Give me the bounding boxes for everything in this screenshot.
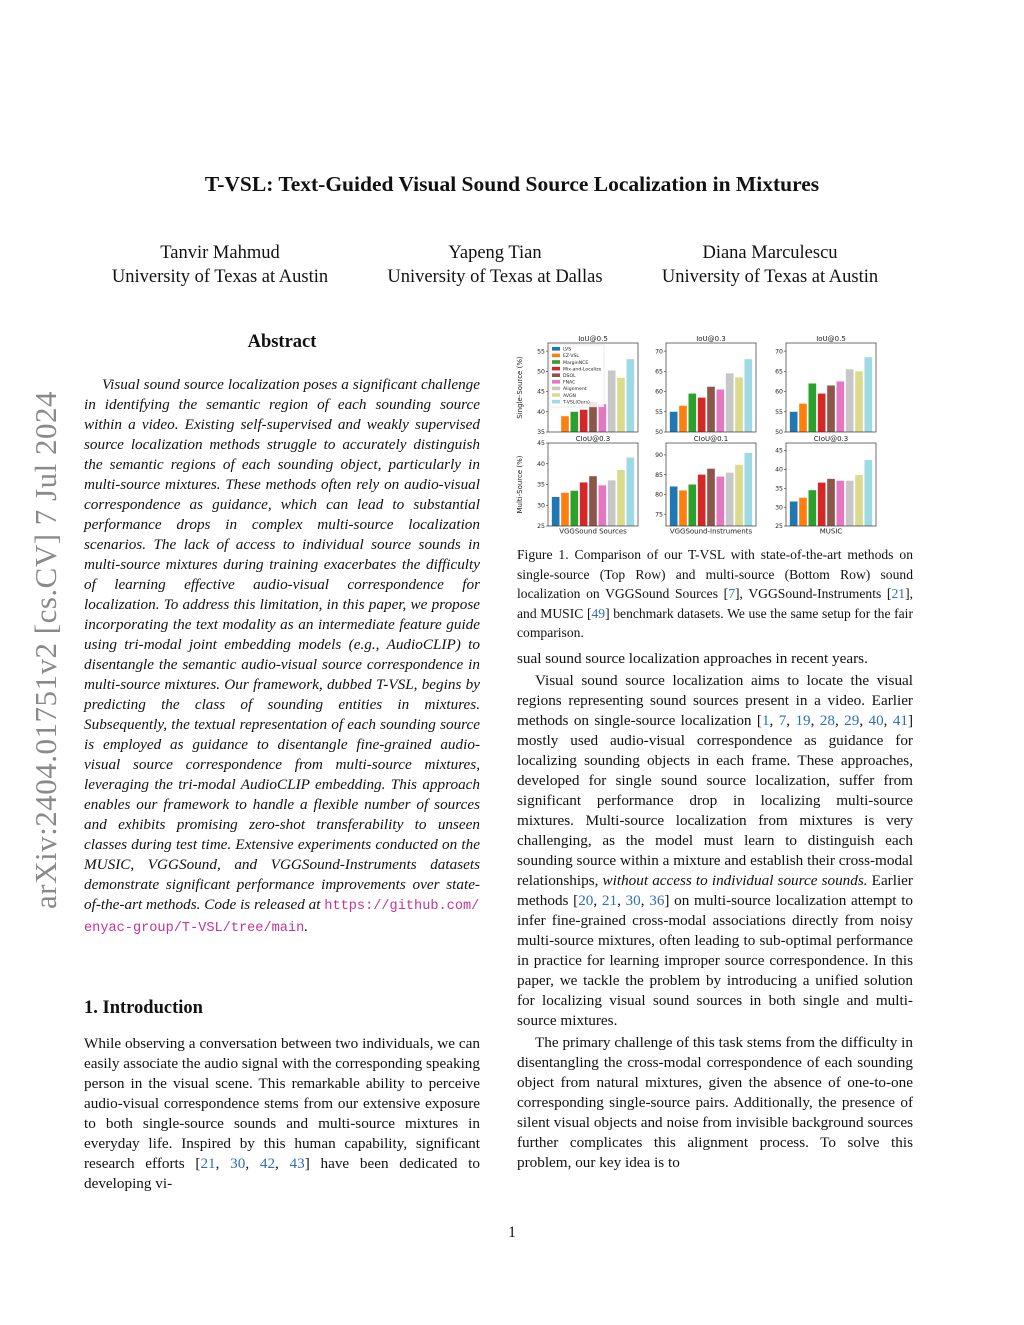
code-link-cont[interactable]: enyac-group/T-VSL/tree/main: [84, 921, 305, 936]
bar-t-vsl-ours-: [627, 359, 635, 432]
y-tick-label: 40: [537, 408, 545, 416]
legend-entry: DSOL: [563, 374, 576, 379]
citation-link[interactable]: 21: [200, 1155, 216, 1172]
citation-link[interactable]: 21: [601, 892, 618, 909]
bar-fnac: [837, 481, 845, 526]
y-tick-label: 35: [775, 485, 783, 493]
legend-swatch: [552, 393, 560, 397]
bar-ez-vsl: [679, 490, 687, 526]
bar-lvs: [552, 497, 560, 526]
legend-entry: T-VSL(Ours): [563, 400, 590, 406]
legend-entry: EZ-VSL: [563, 354, 579, 360]
author-affiliation: University of Texas at Austin: [661, 267, 879, 287]
panel-title: IoU@0.5: [578, 335, 608, 343]
bar-marginnce: [809, 383, 817, 432]
arxiv-id: arXiv:2404.01751v2 [cs.CV] 7 Jul 2024: [28, 391, 63, 909]
bar-alignment: [846, 481, 854, 526]
y-tick-label: 50: [775, 429, 783, 437]
abstract-text: Visual sound source localization poses a significant challenge in identifying the semantic region of each sounding source within a video. Existing self-supervised and weakly supervised source localization methods struggle to accurately distinguish the semantic regions of each sounding object, particularly in multi-source mixtures. These methods often rely on audio-visual correspondence as guidance, which can lead to substantial performance drops in complex multi-source localization scenarios. The lack of access to individual source sounds in multi-source mixtures during training exacerbates the difficulty of learning effective audio-visual correspondence for localization. To address this limitation, in this paper, we propose incorporating the text modality as an intermediate feature guide using tri-modal joint embedding models (e.g., AudioCLIP) to disentangle the semantic audio-visual source correspondence in multi-source mixtures. Our framework, dubbed T-VSL, begins by predicting the class of sounding entities in mixtures. Subsequently, the textual representation of each sounding source is employed as guidance to disentangle fine-grained audio-visual source correspondence from multi-source mixtures, leveraging the tri-modal AudioCLIP embedding. This approach enables our framework to handle a flexible number of sources and exhibits promising zero-shot transferability to unseen classes during test time. Extensive experiments conducted on the MUSIC, VGGSound, and VGGSound-Instruments datasets demonstrate significant performance improvements over state-of-the-art methods. Code is released at: [84, 376, 480, 913]
bar-t-vsl-ours-: [627, 458, 635, 526]
bar-dsol: [827, 479, 835, 526]
citation-link[interactable]: 30: [625, 892, 641, 909]
bar-fnac: [599, 404, 607, 432]
bar-marginnce: [571, 412, 579, 432]
figure-1-chart: [514, 334, 912, 534]
abstract-body: Visual sound source localization poses a significant challenge in identifying the semantic region of each sounding source within a video. Existing self-supervised and weakly supervised source localization methods struggle to accurately distinguish the semantic regions of each sounding object, particularly in multi-source mixtures. These methods often rely on audio-visual correspondence as guidance, which can lead to substantial performance drops in complex multi-source localization scenarios. The lack of access to individual source sounds in multi-source mixtures during training exacerbates the difficulty of learning effective audio-visual correspondence for localization. To address this limitation, in this paper, we propose incorporating the text modality as an intermediate feature guide using tri-modal joint embedding models (e.g., AudioCLIP) to disentangle the semantic audio-visual source correspondence in multi-source mixtures. Our framework, dubbed T-VSL, begins by predicting the class of sounding entities in mixtures. Subsequently, the textual representation of each sounding source is employed as guidance to disentangle fine-grained audio-visual source correspondence from multi-source mixtures, leveraging the tri-modal AudioCLIP embedding. This approach enables our framework to handle a flexible number of sources and exhibits promising zero-shot transferability to unseen classes during test time. Extensive experiments conducted on the MUSIC, VGGSound, and VGGSound-Instruments datasets demonstrate significant performance improvements over state-of-the-art methods. Code is released at https://github.com/ enyac-group/T-VSL/tree/main.: [84, 376, 480, 936]
legend-swatch: [552, 380, 560, 384]
author-name: Diana Marculescu: [702, 243, 838, 263]
y-tick-label: 45: [537, 388, 545, 396]
page-number: 1: [508, 1224, 516, 1241]
bar-t-vsl-ours-: [865, 460, 873, 526]
intro-paragraph: While observing a conversation between two individuals, we can easily associate the audio signal with the corresponding speaking person in the visual scene. This remarkable ability to perceive audio-visual correspondence stems from our extensive exposure to both single-source sounds and multi-source mixtures in everyday life. Inspired by this human capability, significant research efforts [21, 30, 42, 43] have been dedicated to developing vi-: [84, 1035, 480, 1192]
bar-marginnce: [809, 490, 817, 526]
bar-dsol: [589, 476, 597, 526]
bar-lvs: [790, 412, 798, 432]
paper-title: T-VSL: Text-Guided Visual Sound Source Localization in Mixtures: [204, 172, 820, 196]
code-link[interactable]: https://github.com/: [324, 899, 480, 914]
y-tick-label: 30: [775, 504, 783, 512]
author-1: [70, 241, 370, 289]
row-label: Single-Source (%): [516, 356, 524, 419]
legend-swatch: [552, 367, 560, 371]
citation-link[interactable]: 19: [795, 712, 811, 729]
bar-avgn: [855, 371, 863, 432]
bar-avgn: [735, 377, 743, 432]
y-tick-label: 85: [655, 471, 663, 479]
panel-title: IoU@0.3: [696, 335, 726, 343]
bar-dsol: [827, 385, 835, 432]
author-3: [620, 241, 920, 289]
panel-title: CIoU@0.1: [693, 435, 729, 443]
citation-link[interactable]: 1: [761, 712, 770, 729]
bar-avgn: [617, 470, 625, 526]
bar-mix-and-localize: [698, 475, 706, 526]
citation-link[interactable]: 49: [591, 605, 606, 621]
panel-title: CIoU@0.3: [575, 435, 611, 443]
citation-link[interactable]: 21: [891, 586, 906, 602]
arxiv-watermark: [20, 372, 72, 928]
y-tick-label: 40: [775, 466, 783, 474]
y-tick-label: 90: [655, 452, 663, 460]
y-tick-label: 30: [537, 502, 545, 510]
bar-marginnce: [571, 491, 579, 526]
legend-swatch: [552, 400, 560, 404]
y-tick-label: 45: [537, 440, 545, 448]
bar-lvs: [670, 486, 678, 526]
paragraph-3: The primary challenge of this task stems from the difficulty in disentangling the cross-modal correspondence of each sounding object from natural mixtures, given the absence of one-to-one corresponding single-source pairs. Additionally, the presence of silent visual objects and noise from invisible background sources further complicates this alignment process. To solve this problem, our key idea is to: [517, 1034, 913, 1171]
paragraph-continuation: sual sound source localization approaches in recent years.: [517, 650, 868, 667]
bar-ez-vsl: [679, 406, 687, 432]
bar-dsol: [707, 469, 715, 526]
bar-alignment: [608, 371, 616, 432]
citation-link[interactable]: 7: [728, 586, 735, 602]
bar-fnac: [599, 485, 607, 526]
paragraph-2: Visual sound source localization aims to locate the visual regions representing sound sources present in a video. Earlier methods on single-source localization [1, 7, 19, 28, 29, 40, 41] mostly used audio-visual correspondence as guidance for localizing sounding objects in each frame. These approaches, developed for single sound source localization, suffer from significant performance drop in localizing multi-source mixtures. Multi-source localization from mixtures is very challenging, as the model must learn to distinguish each sounding source within a mixture and establish their cross-modal relationships, without access to individual source sounds. Earlier methods [20, 21, 30, 36] on multi-source localization attempt to infer fine-grained cross-modal associations directly from noisy multi-source mixtures, often leading to sub-optimal performance in practice for learning improper source correspondence. In this paper, we tackle the problem by introducing a unified solution for localizing visual sound sources in both single and multi-source mixtures.: [517, 672, 914, 1029]
bar-alignment: [726, 373, 734, 432]
y-tick-label: 60: [775, 388, 783, 396]
citation-link[interactable]: 29: [844, 712, 860, 729]
bar-t-vsl-ours-: [745, 453, 753, 526]
citation-link[interactable]: 20: [578, 892, 594, 909]
legend-swatch: [552, 373, 560, 377]
bar-marginnce: [689, 485, 697, 527]
legend-swatch: [552, 360, 560, 364]
bar-fnac: [717, 390, 725, 432]
bar-mix-and-localize: [818, 483, 826, 526]
bar-ez-vsl: [799, 498, 807, 526]
y-tick-label: 70: [655, 348, 663, 356]
y-tick-label: 25: [537, 523, 545, 531]
right-column-text: [517, 649, 913, 1173]
legend-entry: FNAC: [563, 380, 576, 386]
bar-mix-and-localize: [818, 394, 826, 432]
y-tick-label: 25: [775, 523, 783, 531]
bar-fnac: [837, 381, 845, 432]
citation-link[interactable]: 43: [289, 1155, 305, 1172]
y-tick-label: 65: [775, 368, 783, 376]
y-tick-label: 60: [655, 388, 663, 396]
bar-t-vsl-ours-: [745, 359, 753, 432]
abstract-heading: Abstract: [247, 332, 317, 352]
y-tick-label: 35: [537, 429, 545, 437]
bar-mix-and-localize: [580, 410, 588, 432]
author-affiliation: University of Texas at Austin: [111, 267, 329, 287]
y-tick-label: 55: [537, 348, 545, 356]
citation-link[interactable]: 30: [230, 1155, 246, 1172]
dataset-label: VGGSound-Instruments: [669, 527, 753, 534]
panel-title: IoU@0.5: [816, 335, 846, 343]
bar-alignment: [726, 473, 734, 526]
author-affiliation: University of Texas at Dallas: [387, 267, 603, 287]
bar-fnac: [717, 477, 725, 526]
section-heading-introduction: 1. Introduction: [84, 998, 203, 1018]
row-label: Multi-Source (%): [516, 455, 524, 514]
citation-link[interactable]: 41: [892, 712, 908, 729]
bar-alignment: [846, 369, 854, 432]
bar-lvs: [790, 501, 798, 526]
author-name: Yapeng Tian: [448, 243, 542, 263]
bar-mix-and-localize: [698, 398, 706, 432]
legend-entry: LVS: [563, 347, 572, 353]
dataset-label: MUSIC: [819, 527, 843, 534]
citation-link[interactable]: 7: [778, 712, 787, 729]
y-tick-label: 65: [655, 368, 663, 376]
bar-mix-and-localize: [580, 482, 588, 526]
bar-dsol: [707, 387, 715, 432]
bar-ez-vsl: [799, 404, 807, 432]
legend-swatch: [552, 387, 560, 391]
y-tick-label: 75: [655, 511, 663, 519]
bar-t-vsl-ours-: [865, 357, 873, 432]
legend-entry: AVGN: [563, 393, 576, 399]
citation-link[interactable]: 40: [868, 712, 884, 729]
y-tick-label: 50: [537, 368, 545, 376]
y-tick-label: 70: [775, 348, 783, 356]
bar-ez-vsl: [561, 416, 569, 432]
y-tick-label: 35: [537, 481, 545, 489]
bar-avgn: [617, 378, 625, 432]
bar-avgn: [855, 475, 863, 526]
bar-lvs: [670, 412, 678, 432]
legend-swatch: [552, 347, 560, 351]
y-tick-label: 40: [537, 460, 545, 468]
panel-title: CIoU@0.3: [813, 435, 849, 443]
legend-entry: Mix-and-Localize: [563, 367, 602, 373]
author-2: [345, 241, 645, 289]
legend-entry: Alignment: [563, 387, 587, 393]
bar-ez-vsl: [561, 493, 569, 526]
bar-alignment: [608, 480, 616, 526]
bar-avgn: [735, 465, 743, 526]
dataset-label: VGGSound Sources: [559, 527, 627, 534]
y-tick-label: 45: [775, 447, 783, 455]
y-tick-label: 50: [655, 429, 663, 437]
legend-swatch: [552, 354, 560, 358]
legend-entry: MarginNCE: [563, 360, 589, 366]
y-tick-label: 55: [655, 408, 663, 416]
figure-caption: Figure 1. Comparison of our T-VSL with state-of-the-art methods on single-source (Top Row) and multi-source (Bottom Row) sound localization on VGGSound Sources [7], VGGSound-Instruments [21], and MUSIC [49] benchmark datasets. We use the same setup for the fair comparison.: [517, 547, 913, 641]
citation-link[interactable]: 36: [649, 892, 665, 909]
author-name: Tanvir Mahmud: [160, 243, 280, 263]
citation-link[interactable]: 42: [259, 1155, 276, 1172]
bar-marginnce: [689, 394, 697, 432]
citation-link[interactable]: 28: [819, 712, 835, 729]
y-tick-label: 80: [655, 491, 663, 499]
y-tick-label: 55: [775, 408, 783, 416]
